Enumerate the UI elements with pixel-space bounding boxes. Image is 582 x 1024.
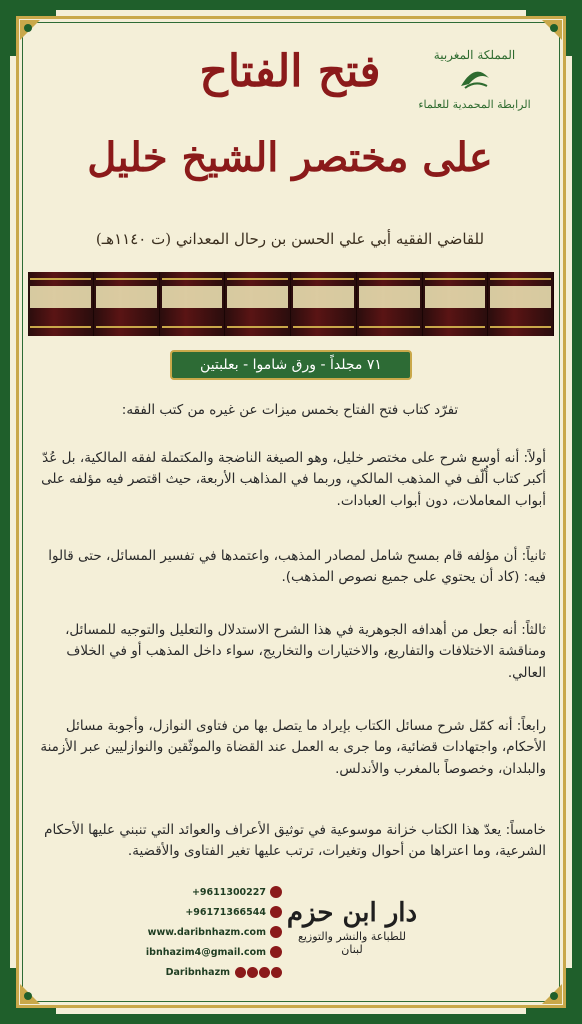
- whatsapp-contact[interactable]: [170, 904, 282, 920]
- league-label: الرابطة المحمدية للعلماء: [418, 98, 531, 111]
- intro-text: تفرّد كتاب فتح الفتاح بخمس ميزات عن غيره من كتب الفقه:: [121, 402, 459, 418]
- book-subtitle: على مختصر الشيخ خليل: [87, 134, 493, 181]
- publisher-desc: للطباعة والنشر والتوزيع: [297, 930, 406, 943]
- book-spine: [28, 272, 94, 336]
- email-text: ibnhazim4@gmail.com: [145, 946, 266, 958]
- book-spine: [357, 272, 423, 336]
- kingdom-label: المملكة المغربية: [433, 48, 516, 62]
- website-text: www.daribnhazm.com: [147, 926, 266, 938]
- book-title: فتح الفتاح: [199, 46, 381, 97]
- book-spine: [94, 272, 160, 336]
- publisher-city: لبنان: [341, 943, 363, 956]
- volumes-banner: ٧١ مجلداً - ورق شاموا - بعلبتين: [170, 350, 412, 380]
- social-handle: Daribnhazm: [165, 966, 230, 978]
- feature-paragraph: رابعاً: أنه كمّل شرح مسائل الكتاب بإيراد ما يتصل بها من فتاوى النوازل، وأجوبة مسائل الأحكام، واجتهادات قضائية، وما جرى به العمل عند القضاة والموثّقين والنوازليين عبر الأزمنة والبلدان، وخصوصاً بالمغرب والأندلس.: [40, 718, 546, 777]
- feature-paragraph: ثانياً: أن مؤلفه قام بمسح شامل لمصادر المذهب، واعتمدها في تفسير المسائل، حتى قالوا فيه: (كاد أن يحتوي على جميع نصوص المذهب).: [48, 548, 546, 586]
- book-spine: [488, 272, 554, 336]
- book-author: للقاضي الفقيه أبي علي الحسن بن رحال المعداني (ت ١١٤٠هـ): [95, 230, 485, 248]
- feature-paragraph: أولاً: أنه أوسع شرح على مختصر خليل، وهو الصيغة الناضجة والمكتملة لفقه المالكية، بل عُدّ أكبر كتاب أُلّف في المذهب المالكي، وربما في المذاهب الأربعة، حيث اقتصر فيه مؤلفه على أبواب المعاملات، دون أبواب العبادات.: [41, 450, 546, 509]
- book-volumes-image: [28, 272, 554, 336]
- feature-paragraph: خامساً: يعدّ هذا الكتاب خزانة موسوعية في توثيق الأعراف والعوائد التي تنبني عليها الأحكام الشرعية، وما اعتراها من أحوال وتغيرات، ترتب عليها تغير الفتاوى والأقضية.: [44, 822, 546, 860]
- book-spine: [423, 272, 489, 336]
- whatsapp-icon: [270, 906, 282, 918]
- publisher-block: [282, 898, 422, 956]
- website-link[interactable]: [147, 924, 282, 940]
- corner-ornament-icon: [522, 964, 576, 1018]
- feature-paragraph: ثالثاً: أنه جعل من أهدافه الجوهرية في هذا الشرح الاستدلال والتعليل والتوجيه للمسائل، ومناقشة الاختلافات والتفاريع، والاختيارات والتخاريج، سواء داخل المذهب أو في الخلاف العالي.: [65, 622, 546, 681]
- book-spine: [291, 272, 357, 336]
- social-link[interactable]: [165, 964, 282, 980]
- facebook-icon: [235, 967, 246, 978]
- publisher-name: دار ابن حزم: [286, 898, 418, 928]
- phone-contact[interactable]: [170, 884, 282, 900]
- corner-ornament-icon: [6, 964, 60, 1018]
- twitter-icon: [271, 967, 282, 978]
- book-spine: [225, 272, 291, 336]
- phone-number: +9611300227: [191, 886, 266, 898]
- league-emblem-icon: [457, 66, 493, 92]
- email-link[interactable]: [145, 944, 282, 960]
- phone-icon: [270, 886, 282, 898]
- whatsapp-number: +96171366544: [185, 906, 266, 918]
- instagram-icon: [247, 967, 258, 978]
- book-spine: [160, 272, 226, 336]
- youtube-icon: [259, 967, 270, 978]
- globe-icon: [270, 926, 282, 938]
- corner-ornament-icon: [6, 6, 60, 60]
- email-icon: [270, 946, 282, 958]
